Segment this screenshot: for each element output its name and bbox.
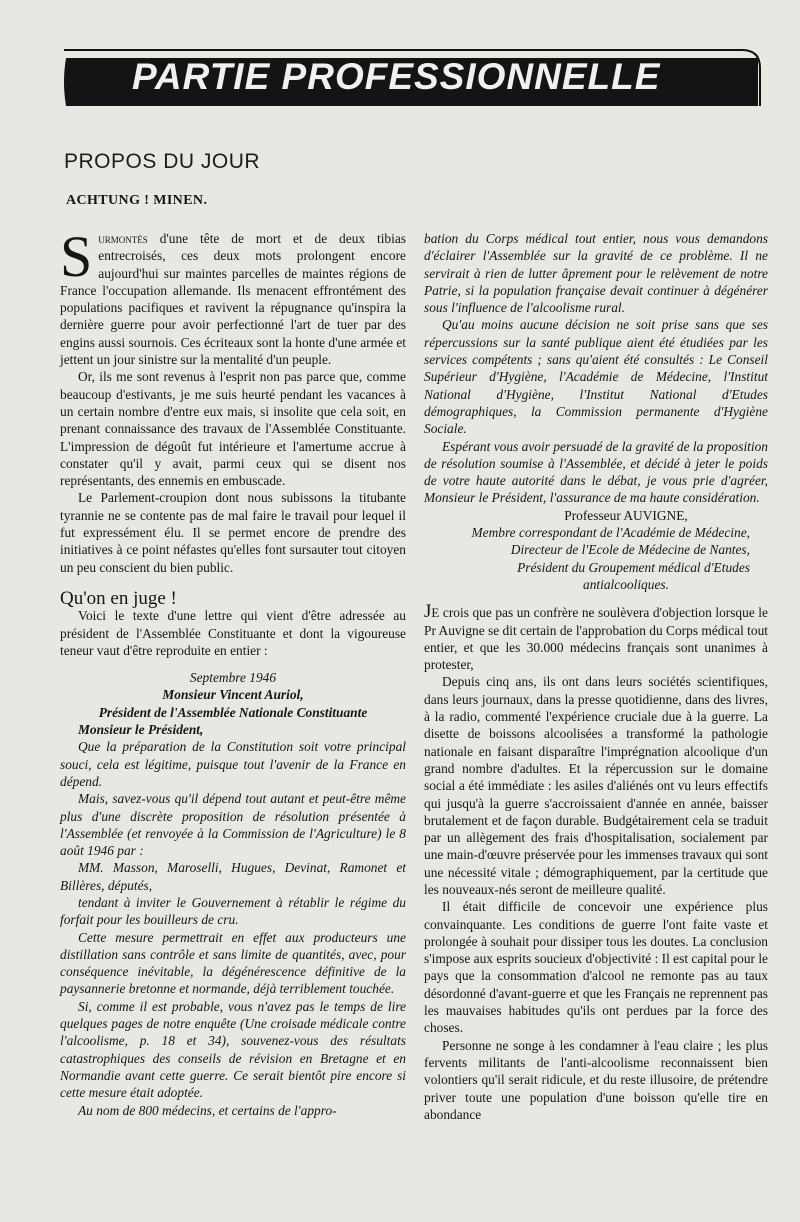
letter-paragraph: Mais, savez-vous qu'il dépend tout autant et peut-être même plus d'une discrète proposition de résolution présentée à l'Assemblée (et renvoyée à la Commission de l'Agriculture) le 8 août 1946 par :: [60, 791, 406, 859]
letter-date: Septembre 1946: [189, 670, 277, 686]
paragraph: Qu'on en juge !: [60, 587, 177, 609]
paragraph-text: d'une tête de mort et de deux tibias entrecroisés, ces deux mots prolongent encore aujourd'hui sur maintes parcelles de maintes régions de France l'occupation allemande. Ils menacent effrontément des populations pacifiques et ravivent la répugnance qu'inspira la dernière guerre pour avoir perfectionné l'art de tuer par des engins aussi sournois. Ces écriteaux sont la honte d'une armée et jettent un jour sinistre sur la mentalité d'un peuple.: [60, 231, 406, 368]
paragraph: Personne ne songe à les condamner à l'eau claire ; les plus fervents militants de l'anti-alcoolisme reconnaissent bien volontiers qu'il serait ridicule, et du reste illusoire, de prétendre priver toute une population d'une boisson qu'elle tire en abondance: [424, 1037, 768, 1122]
right-column: [424, 230, 768, 1123]
letter-paragraph: tendant à inviter le Gouvernement à rétablir le régime du forfait pour les bouilleurs de cru.: [60, 894, 406, 928]
letter-paragraph: Qu'au moins aucune décision ne soit prise sans que ses répercussions sur la santé publique aient été étudiées par les services compétents ; sans qu'aient été consultés : Le Conseil Supérieur d'Hygiène, l'Académie de Médecine, l'Institut National d'Hygiène, l'Institut National d'Etudes démographiques, la Commission permanente d'Hygiène Sociale.: [424, 317, 768, 437]
left-column: [60, 224, 406, 1119]
signature-line: antialcooliques.: [583, 576, 669, 592]
letter-paragraph: Que la préparation de la Constitution soit votre principal souci, cela est légitime, puisque tout l'avenir de la France en dépend.: [60, 739, 406, 789]
paragraph: Il était difficile de concevoir une expérience plus convainquante. Les conditions de guerre l'ont faite vaste et prolongée à souhait pour dissiper tous les doutes. La conclusion s'impose aux esprits soucieux d'objectivité : Il est capital pour le pays que la consommation d'alcool ne remonte pas au taux désordonné d'avant-guerre et que les Français ne reprennent pas les mauvaises habitudes qu'ils ont perdues par la force des choses.: [424, 899, 768, 1036]
smallcaps-lead: urmontés: [98, 231, 148, 246]
banner-title: PARTIE PROFESSIONNELLE: [132, 56, 661, 97]
letter-paragraph: Cette mesure permettrait en effet aux producteurs une distillation sans contrôle et sans limite de quantités, avec, pour conséquence inévitable, la dégénérescence définitive de la paysannerie bretonne et normande, déjà terriblement touchée.: [60, 929, 406, 997]
section-title: PROPOS DU JOUR: [64, 150, 261, 173]
letter-paragraph: Si, comme il est probable, vous n'avez pas le temps de lire quelques pages de notre enquête (Une croisade médicale contre l'alcoolisme, p. 18 et 34), souvenez-vous des résultats catastrophiques des conseils de révision en Bretagne et en Normandie avant cette guerre. Ce serait bientôt pire encore si cette mesure était adoptée.: [60, 998, 406, 1101]
letter-paragraph: MM. Masson, Maroselli, Hugues, Devinat, Ramonet et Billères, députés,: [60, 860, 406, 893]
letter-paragraph: Au nom de 800 médecins, et certains de l'appro-: [78, 1102, 337, 1118]
paragraph: Depuis cinq ans, ils ont dans leurs sociétés scientifiques, dans leurs journaux, dans la presse quotidienne, dans des livres, à la radio, commenté l'expérience cruciale due à la guerre. La disette de boissons alcoolisées a transformé la pathologie nationale en faisant disparaître l'imprégnation alcoolique d'un grand nombre d'adultes. Et la répercussion sur le domaine social a été immédiate : les asiles d'aliénés ont vu leurs effectifs qui jusqu'à la guerre s'accroissaient d'année en année, baisser brutalement et de façon durable. Budgétairement cela se traduit par un allègement des frais d'hospitalisation, socialement par une main-d'œuvre préservée pour les immenses travaux qui sont une nécessité vitale ; démographiquement, par la certitude que les nouveaux-nés seront de meilleure qualité.: [424, 674, 768, 897]
article-subtitle: ACHTUNG ! MINEN.: [66, 193, 208, 208]
section-banner: [62, 48, 762, 112]
letter-salutation: Monsieur le Président,: [78, 722, 204, 738]
paragraph: Or, ils me sont revenus à l'esprit non pas parce que, comme beaucoup d'estivants, je me suis heurté pendant les vacances à un certain nombre d'entre eux mais, si insolite que cela soit, en prenant connaissance des travaux de l'Assemblée Constituante. L'impression de dégoût fut intérieure et l'amertume accrue à constater qu'il y avait, parmi ceux qui se disent nos représentants, des ennemis en embuscade.: [60, 369, 406, 489]
letter-addressee: Monsieur Vincent Auriol,: [162, 687, 304, 703]
signature-line: Directeur de l'Ecole de Médecine de Nantes,: [510, 542, 750, 558]
letter-addressee-title: Président de l'Assemblée Nationale Constituante: [98, 704, 368, 720]
paragraph-text: crois que pas un confrère ne soulèvera d'objection lorsque le Pr Auvigne se dit certain de l'approbation du Corps médical tout entier, et que les 30.000 médecins français sont unanimes à protester,: [424, 605, 768, 673]
paragraph: [60, 224, 406, 368]
lead-cap: Je: [424, 601, 440, 623]
paragraph: Voici le texte d'une lettre qui vient d'être adressée au président de l'Assemblée Constituante et dont la vigoureuse teneur vaut d'être reproduite en entier :: [60, 608, 406, 658]
paragraph: [424, 603, 768, 673]
signature-name: Professeur AUVIGNE,: [564, 507, 688, 523]
drop-cap: S: [60, 224, 93, 289]
paragraph: Le Parlement-croupion dont nous subissons la titubante tyrannie ne se contente pas de mal faire le travail pour lequel il fut expressément élu. Il se permet encore de prendre des initiatives à ce point néfastes qu'elles font sursauter tout citoyen un peu conscient du bien public.: [60, 490, 406, 575]
signature-line: Président du Groupement médical d'Etudes: [517, 559, 750, 575]
letter-paragraph: bation du Corps médical tout entier, nous vous demandons d'éclairer l'Assemblée sur la gravité de ce problème. Il ne servirait à rien de lutter âprement pour le relèvement de notre Patrie, si la population française devait continuer à dégénérer sous l'influence de l'alcoolisme rural.: [424, 231, 768, 316]
letter-paragraph: Espérant vous avoir persuadé de la gravité de la proposition de résolution soumise à l'Assemblée, et décidé à jeter le poids de votre haute autorité dans le débat, je vous prie d'agréer, Monsieur le Président, l'assurance de ma haute considération.: [424, 438, 768, 506]
signature-line: Membre correspondant de l'Académie de Médecine,: [471, 525, 750, 541]
